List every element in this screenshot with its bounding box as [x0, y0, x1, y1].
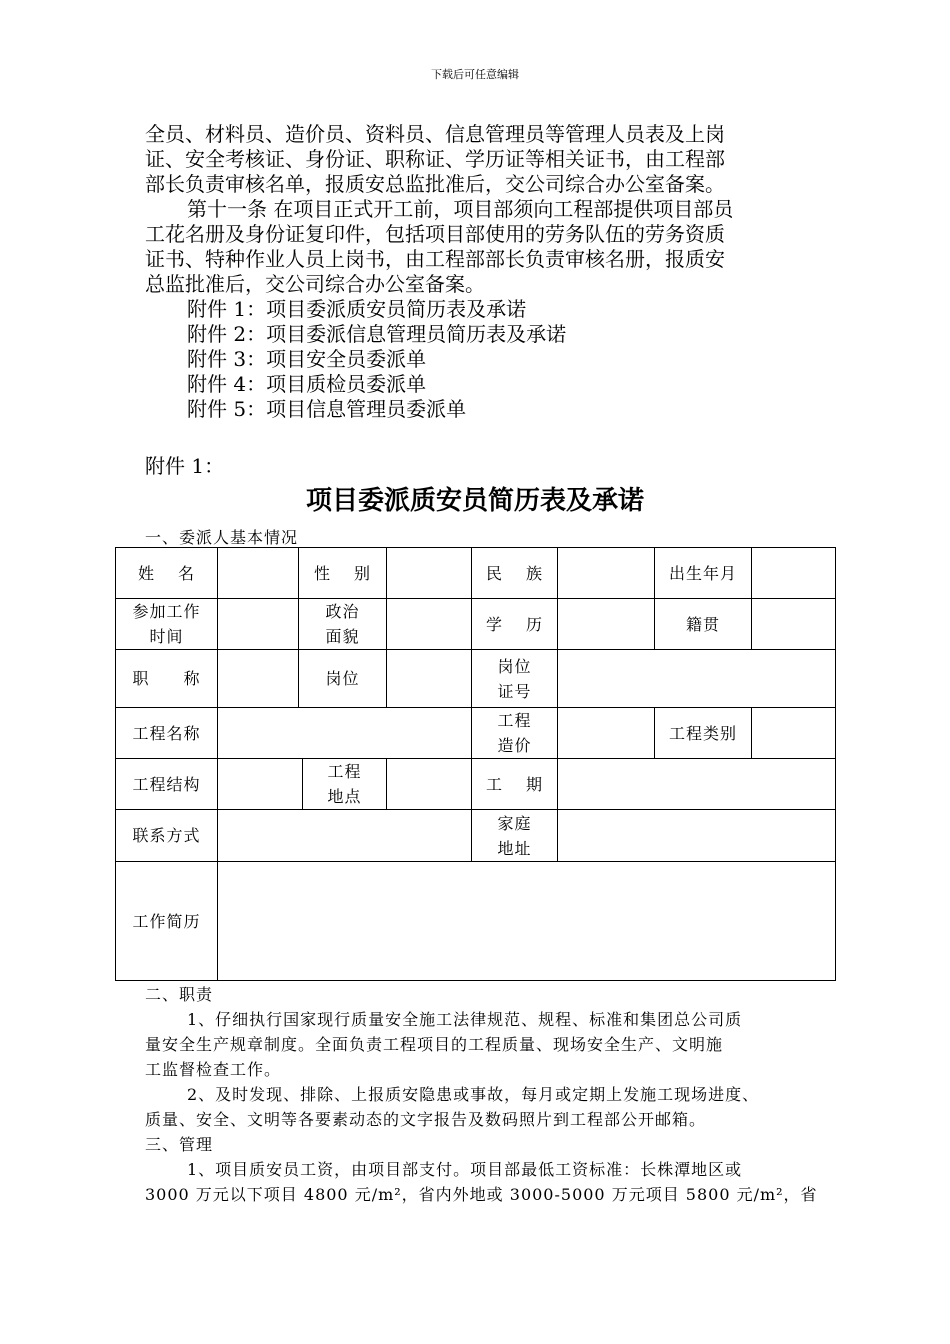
- field-project-name[interactable]: [218, 708, 472, 759]
- resume-form-table: [115, 547, 836, 981]
- duty-line: 2、及时发现、排除、上报质安隐患或事故，每月或定期上发施工现场进度、: [187, 1085, 760, 1104]
- annex-label: 附件 1：: [145, 454, 225, 478]
- field-resume[interactable]: [218, 862, 836, 981]
- label-home: 家庭 地址: [472, 810, 558, 862]
- field-site[interactable]: [387, 759, 472, 810]
- duty-line: 质量、安全、文明等各要素动态的文字报告及数码照片到工程部公开邮箱。: [145, 1110, 707, 1129]
- attachment-item: 附件 3：项目安全员委派单: [187, 347, 427, 371]
- intro-line: 部长负责审核名单，报质安总监批准后，交公司综合办公室备案。: [145, 172, 725, 196]
- attachment-item: 附件 1：项目委派质安员简历表及承诺: [187, 297, 527, 321]
- label-resume: 工作简历: [116, 862, 218, 981]
- label-education: 学 历: [472, 599, 558, 650]
- field-contact[interactable]: [218, 810, 472, 862]
- label-contact: 联系方式: [116, 810, 218, 862]
- label-origin: 籍贯: [655, 599, 752, 650]
- section-2-heading: 二、职责: [145, 985, 214, 1004]
- label-ethnicity: 民 族: [472, 548, 558, 599]
- field-project-cost[interactable]: [558, 708, 655, 759]
- attachment-item: 附件 2：项目委派信息管理员简历表及承诺: [187, 322, 567, 346]
- section-2: [145, 982, 818, 1207]
- field-ethnicity[interactable]: [558, 548, 655, 599]
- label-duration: 工 期: [472, 759, 558, 810]
- attachment-item: 附件 4：项目质检员委派单: [187, 372, 427, 396]
- intro-line: 证、安全考核证、身份证、职称证、学历证等相关证书，由工程部: [145, 147, 725, 171]
- field-title[interactable]: [218, 650, 299, 708]
- form-title: 项目委派质安员简历表及承诺: [305, 486, 644, 516]
- label-post: 岗位: [299, 650, 387, 708]
- duty-line: 1、仔细执行国家现行质量安全施工法律规范、规程、标准和集团总公司质: [187, 1010, 743, 1029]
- intro-line: 总监批准后，交公司综合办公室备案。: [145, 272, 485, 296]
- label-work-start: 参加工作 时间: [116, 599, 218, 650]
- page-header-note: 下载后可任意编辑: [431, 68, 519, 81]
- duty-line: 工监督检查工作。: [145, 1060, 282, 1079]
- field-structure[interactable]: [218, 759, 303, 810]
- label-post-cert: 岗位 证号: [472, 650, 558, 708]
- intro-line: 证书、特种作业人员上岗书，由工程部部长负责审核名册，报质安: [145, 247, 725, 271]
- duty-line: 量安全生产规章制度。全面负责工程项目的工程质量、现场安全生产、文明施: [145, 1035, 724, 1054]
- intro-line: 全员、材料员、造价员、资料员、信息管理员等管理人员表及上岗: [145, 122, 725, 146]
- label-project-type: 工程类别: [655, 708, 752, 759]
- label-site: 工程 地点: [303, 759, 387, 810]
- field-project-type[interactable]: [752, 708, 836, 759]
- field-duration[interactable]: [558, 759, 836, 810]
- field-post[interactable]: [387, 650, 472, 708]
- label-title: 职 称: [116, 650, 218, 708]
- field-birth[interactable]: [752, 548, 836, 599]
- field-political[interactable]: [387, 599, 472, 650]
- field-name[interactable]: [218, 548, 299, 599]
- intro-line: 工花名册及身份证复印件，包括项目部使用的劳务队伍的劳务资质: [145, 222, 725, 246]
- section-3-heading: 三、管理: [145, 1135, 214, 1154]
- label-project-cost: 工程 造价: [472, 708, 558, 759]
- article-11-line: 第十一条 在项目正式开工前，项目部须向工程部提供项目部员: [187, 197, 734, 221]
- label-political: 政治 面貌: [299, 599, 387, 650]
- intro-paragraph: [145, 122, 810, 422]
- field-work-start[interactable]: [218, 599, 299, 650]
- management-line: 3000 万元以下项目 4800 元/m²，省内外地或 3000-5000 万元项目 5800 元/m²，省: [145, 1185, 818, 1204]
- attachment-item: 附件 5：项目信息管理员委派单: [187, 397, 467, 421]
- label-structure: 工程结构: [116, 759, 218, 810]
- label-gender: 性 别: [299, 548, 387, 599]
- field-origin[interactable]: [752, 599, 836, 650]
- field-education[interactable]: [558, 599, 655, 650]
- section-1-heading: 一、委派人基本情况: [145, 528, 299, 547]
- management-line: 1、项目质安员工资，由项目部支付。项目部最低工资标准：长株潭地区或: [187, 1160, 743, 1179]
- field-post-cert[interactable]: [558, 650, 836, 708]
- label-project-name: 工程名称: [116, 708, 218, 759]
- field-home[interactable]: [558, 810, 836, 862]
- field-gender[interactable]: [387, 548, 472, 599]
- label-name: 姓 名: [116, 548, 218, 599]
- label-birth: 出生年月: [655, 548, 752, 599]
